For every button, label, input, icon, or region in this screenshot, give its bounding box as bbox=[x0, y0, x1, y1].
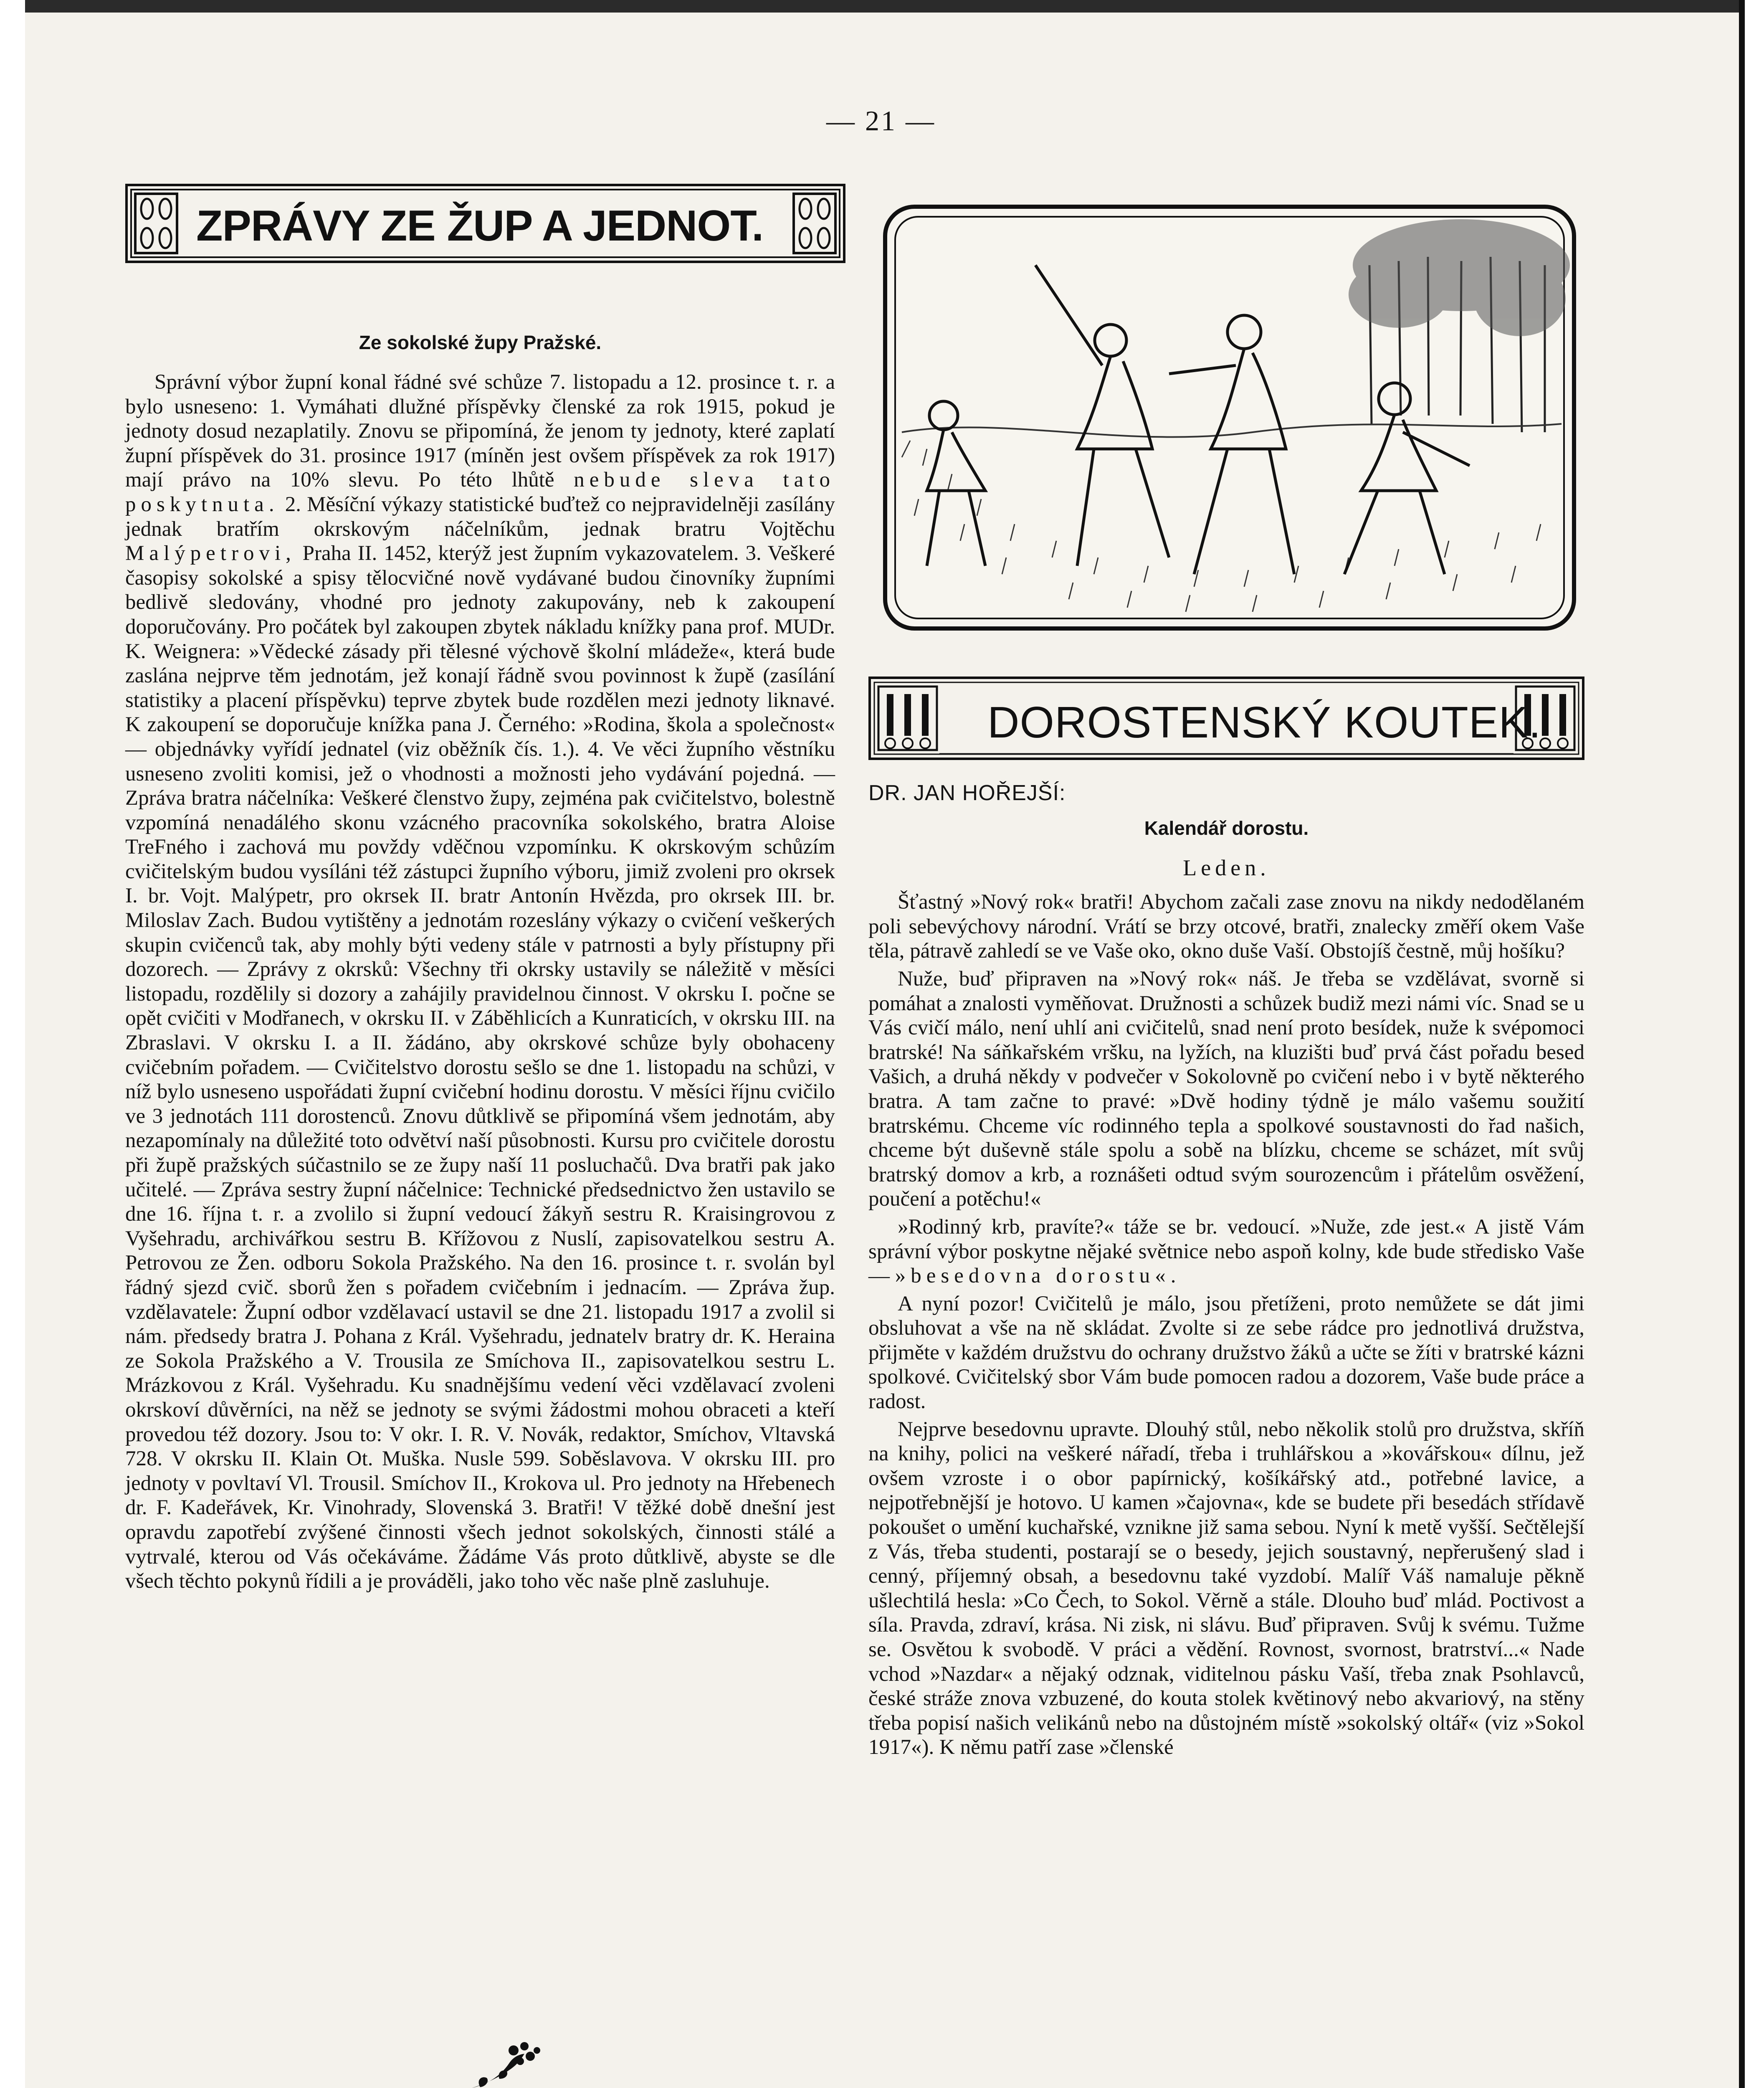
paragraph: Nejprve besedovnu upravte. Dlouhý stůl, nebo několik stolů pro družstva, skříň na knihy, polici na veškeré nářadí, třeba i truhlářskou a »kovářskou« dílnu, jež ovšem vzroste i o obor papírnický, košíkářský atd., potřebné lavice, a nejpotřebnější je hotovo. U kamen »čajovna«, kde se budete při besedách střídavě pokoušet o umění kuchařské, vznikne již sama sebou. Nyní k metě vyšší. Sečtělejší z Vás, třeba studenti, postarají se o besedy, jejich soustavný, nepřerušený slad i cenný, příjemný obsah, a besedovnu také vyzdobí. Malíř Váš namaluje pěkně ušlechtilá hesla: »Co Čech, to Sokol. Věrně a stále. Dlouho buď mlád. Poctivost a síla. Pravda, zdraví, krása. Ni zisk, ni slávu. Buď připraven. Svůj k svému. Tužme se. Osvětou k svobodě. V práci a vědění. Rovnost, svornost, bratrství...« Nade vchod »Nazdar« a nějaký odznak, viditelnou pásku Vaší, třeba znak Psohlavců, české stráže znova vzbuzené, do kouta stolek květinový nebo akvariový, na stěny třeba popisí našich velikánů nebo na důstojném místě »sokolský oltář« (viz »Sokol 1917«). K němu patří zase »členské bbox=[868, 1417, 1584, 1759]
news-section-banner bbox=[125, 184, 845, 263]
author-name: DR. JAN HOŘEJŠÍ: bbox=[868, 781, 1066, 805]
month-heading: Leden. bbox=[1183, 855, 1270, 880]
flourish-ornament-icon bbox=[463, 2038, 555, 2088]
top-edge bbox=[25, 0, 1739, 13]
left-column bbox=[125, 330, 835, 1594]
news-section-title: ZPRÁVY ZE ŽUP A JEDNOT. bbox=[196, 202, 764, 250]
article-title: Ze sokolské župy Pražské. bbox=[359, 332, 602, 353]
paragraph: »Rodinný krb, pravíte?« táže se br. vedoucí. »Nuže, zde jest.« A jistě Vám správní výbor poskytne nějaké světnice nebo aspoň kolny, kde bude středisko Vaše — »besedovna dorostu«. bbox=[868, 1215, 1584, 1288]
paragraph: Správní výbor župní konal řádné své schůze 7. listopadu a 12. prosince t. r. a bylo usneseno: 1. Vymáhati dlužné příspěvky členské za rok 1915, pokud je jednoty dosud nezaplatily. Znovu se připomíná, že jenom ty jednoty, které zaplatí župní příspěvek do 31. prosince 1917 (míněn jest ovšem příspěvek za rok 1917) mají právo na 10% slevu. Po této lhůtě nebude sleva tato poskytnuta. 2. Měsíční výkazy statistické buďtež co nejpravidelněji zasílány jednak bratřím okrskovým náčelníkům, jednak bratru Vojtěchu Malýpetrovi, Praha II. 1452, kterýž jest župním vykazovatelem. 3. Veškeré časopisy sokolské a spisy tělocvičné nově vydávané budou činovníky župními bedlivě sledovány, vhodné pro jednoty zakupovány, neb k zakoupení doporučovány. Pro počátek byl zakoupen zbytek nákladu knížky pana prof. MUDr. K. Weignera: »Vědecké zásady při tělesné výchově školní mládeže«, která bude zaslána nejprve těm jednotám, jež konají řádně svou povinnost k župě (zasílání statistiky a placení příspěvku) teprve zbytek bude rozdělen mezi jednoty liknavé. K zakoupení se doporučuje knížka pana J. Černého: »Rodina, škola a společnost« — objednávky vyřídí jednatel (viz oběžník čís. 1.). 4. Ve věci župního věstníku usneseno zvoliti komisi, jež o vhodnosti a možnosti jeho vydávání pojedná. — Zpráva bratra náčelníka: Veškeré členstvo župy, zejména pak cvičitelstvo, bolestně vzpomíná nenadálého skonu vzácného pracovníka sokolského, bratra Aloise TreFného i zachová mu povždy vděčnou vzpomínku. K okrskovým schůzím cvičitelským budou vysíláni též zástupci župního výboru, jimiž zvoleni pro okrsek I. br. Vojt. Malýpetr, pro okrsek II. bratr Antonín Hvězda, pro okrsek III. br. Miloslav Zach. Budou vytištěny a jednotám rozeslány výkazy o cvičení veškerých skupin cvičenců tak, aby mohly býti vedeny stále v patrnosti a byly přístupny při dozorech. — Zprávy z okrsků: Všechny tři okrsky ustavily se náležitě v měsíci listopadu, rozdělily si dozory a zahájily pravidelnou činnost. V okrsku I. počne se opět cvičiti v Modřanech, v okrsku II. v Záběhlicích a Kunraticích, v okrsku III. na Zbraslavi. V okrsku I. a II. žádáno, aby okrskové schůze byly obohaceny cvičebním pořadem. — Cvičitelstvo dorostu sešlo se dne 1. listopadu na schůzi, v níž bylo usneseno uspořádati župní cvičební hodinu dorostu. V měsíci říjnu cvičilo ve 3 jednotách 111 dorostenců. Znovu důtklivě se připomíná všem jednotám, aby nezapomínaly na důležité toto odvětví naší působnosti. Kursu pro cvičitele dorostu při župě pražských súčastnilo se ze župy naší 11 posluchačů. Dva bratři pak jako učitelé. — Zpráva sestry župní náčelnice: Technické předsednictvo žen ustavilo se dne 16. října t. r. a zvolilo si župní vedoucí žákyň sestru R. Kraisingrovou z Vyšehradu, archivářkou sestru B. Křížovou z Nuslí, zapisovatelkou sestru A. Petrovou ze Žen. odboru Sokola Pražského. Na den 16. prosince t. r. svolán byl řádný sjezd cvič. sborů žen s pořadem cvičebním i jednacím. — Zpráva žup. vzdělavatele: Župní odbor vzdělavací ustavil se dne 21. listopadu 1917 a zvolil si nám. předsedy bratra J. Pohana z Král. Vyšehradu, jednatelv bratry dr. K. Heraina ze Sokola Pražského a V. Trousila ze Smíchova II., zapisovatelkou sestru L. Mrázkovou z Král. Vyšehradu. Ku snadnějšímu vedení věci vzdělavací zvoleni okrskoví důvěrníci, na něž se jednoty se svými žádostmi mohou obraceti a kteří provedou též dozory. Jsou to: V okr. I. R. V. Novák, redaktor, Smíchov, Vltavská 728. V okrsku II. Klain Ot. Muška. Nusle 599. Soběslavova. V okrsku III. pro jednoty v povltaví Vl. Trousil. Smíchov II., Krokova ul. Pro jednoty na Hřebenech dr. F. Kadeřávek, Kr. Vinohrady, Slovenská 3. Bratři! V těžké době dnešní jest opravdu zapotřebí zvýšené činnosti všech jednot sokolských, činnosti stálé a vytrvalé, kterou od Vás očekáváme. Žádáme Vás proto důtklivě, abyste se dle všech těchto pokynů řídili a je prováděli, jako toho věc naše plně zasluhuje. bbox=[125, 370, 835, 1593]
paragraph: Šťastný »Nový rok« bratři! Abychom začali zase znovu na nikdy nedodělaném poli sebevýchovy národní. Vrátí se brzy otcové, bratři, znalecky změří okem Vaše těla, pátravě zahledí se ve Vaše oko, okno duše Vaší. Obstojíš čestně, můj hošíku? bbox=[868, 890, 1584, 963]
page bbox=[25, 0, 1745, 2088]
paragraph: Nuže, buď připraven na »Nový rok« náš. Je třeba se vzdělávat, svorně si pomáhat a znalosti vyměňovat. Družnosti a schůzek budiž mezi námi víc. Snad se u Vás cvičí málo, není uhlí ani cvičitelů, snad není proto besídek, nuže k svépomoci bratrské! Na sáňkařském vršku, na lyžích, na kluzišti buď prvá část pořadu besed Vašich, a druhá někdy v podvečer v Sokolovně po cvičení nebo i v bytě některého bratra. A tam začne to pravé: »Dvě hodiny týdně je málo vašemu soužití bratrskému. Chceme víc rodinného tepla a spolkové soustavnosti do řad našich, chceme být duševně stále spolu a sobě na blízku, chceme se scházet, mít svůj bratrský domov a krb, a roznášeti odtud svým sourozencům i přátelům osvěžení, poučení a potěchu!« bbox=[868, 967, 1584, 1211]
page-number: — 21 — bbox=[826, 105, 936, 137]
article-title: Kalendář dorostu. bbox=[1144, 817, 1309, 839]
youth-section-title: DOROSTENSKÝ KOUTEK. bbox=[987, 698, 1541, 747]
dancing-girls-illustration-icon bbox=[877, 198, 1582, 637]
paragraph: A nyní pozor! Cvičitelů je málo, jsou přetíženi, proto nemůžete se dát jimi obsluhovat a vše na ně skládat. Zvolte si ze sebe rádce pro jednotlivá družstva, přijměte v každém družstvu do ochrany družstvo žáků a učte se žíti v bratrské kázni spolkové. Cvičitelský sbor Vám bude pomocen radou a dozorem, Vaše bude práce a radost. bbox=[868, 1292, 1584, 1414]
youth-section-banner bbox=[868, 677, 1584, 760]
right-column bbox=[868, 781, 1584, 1760]
